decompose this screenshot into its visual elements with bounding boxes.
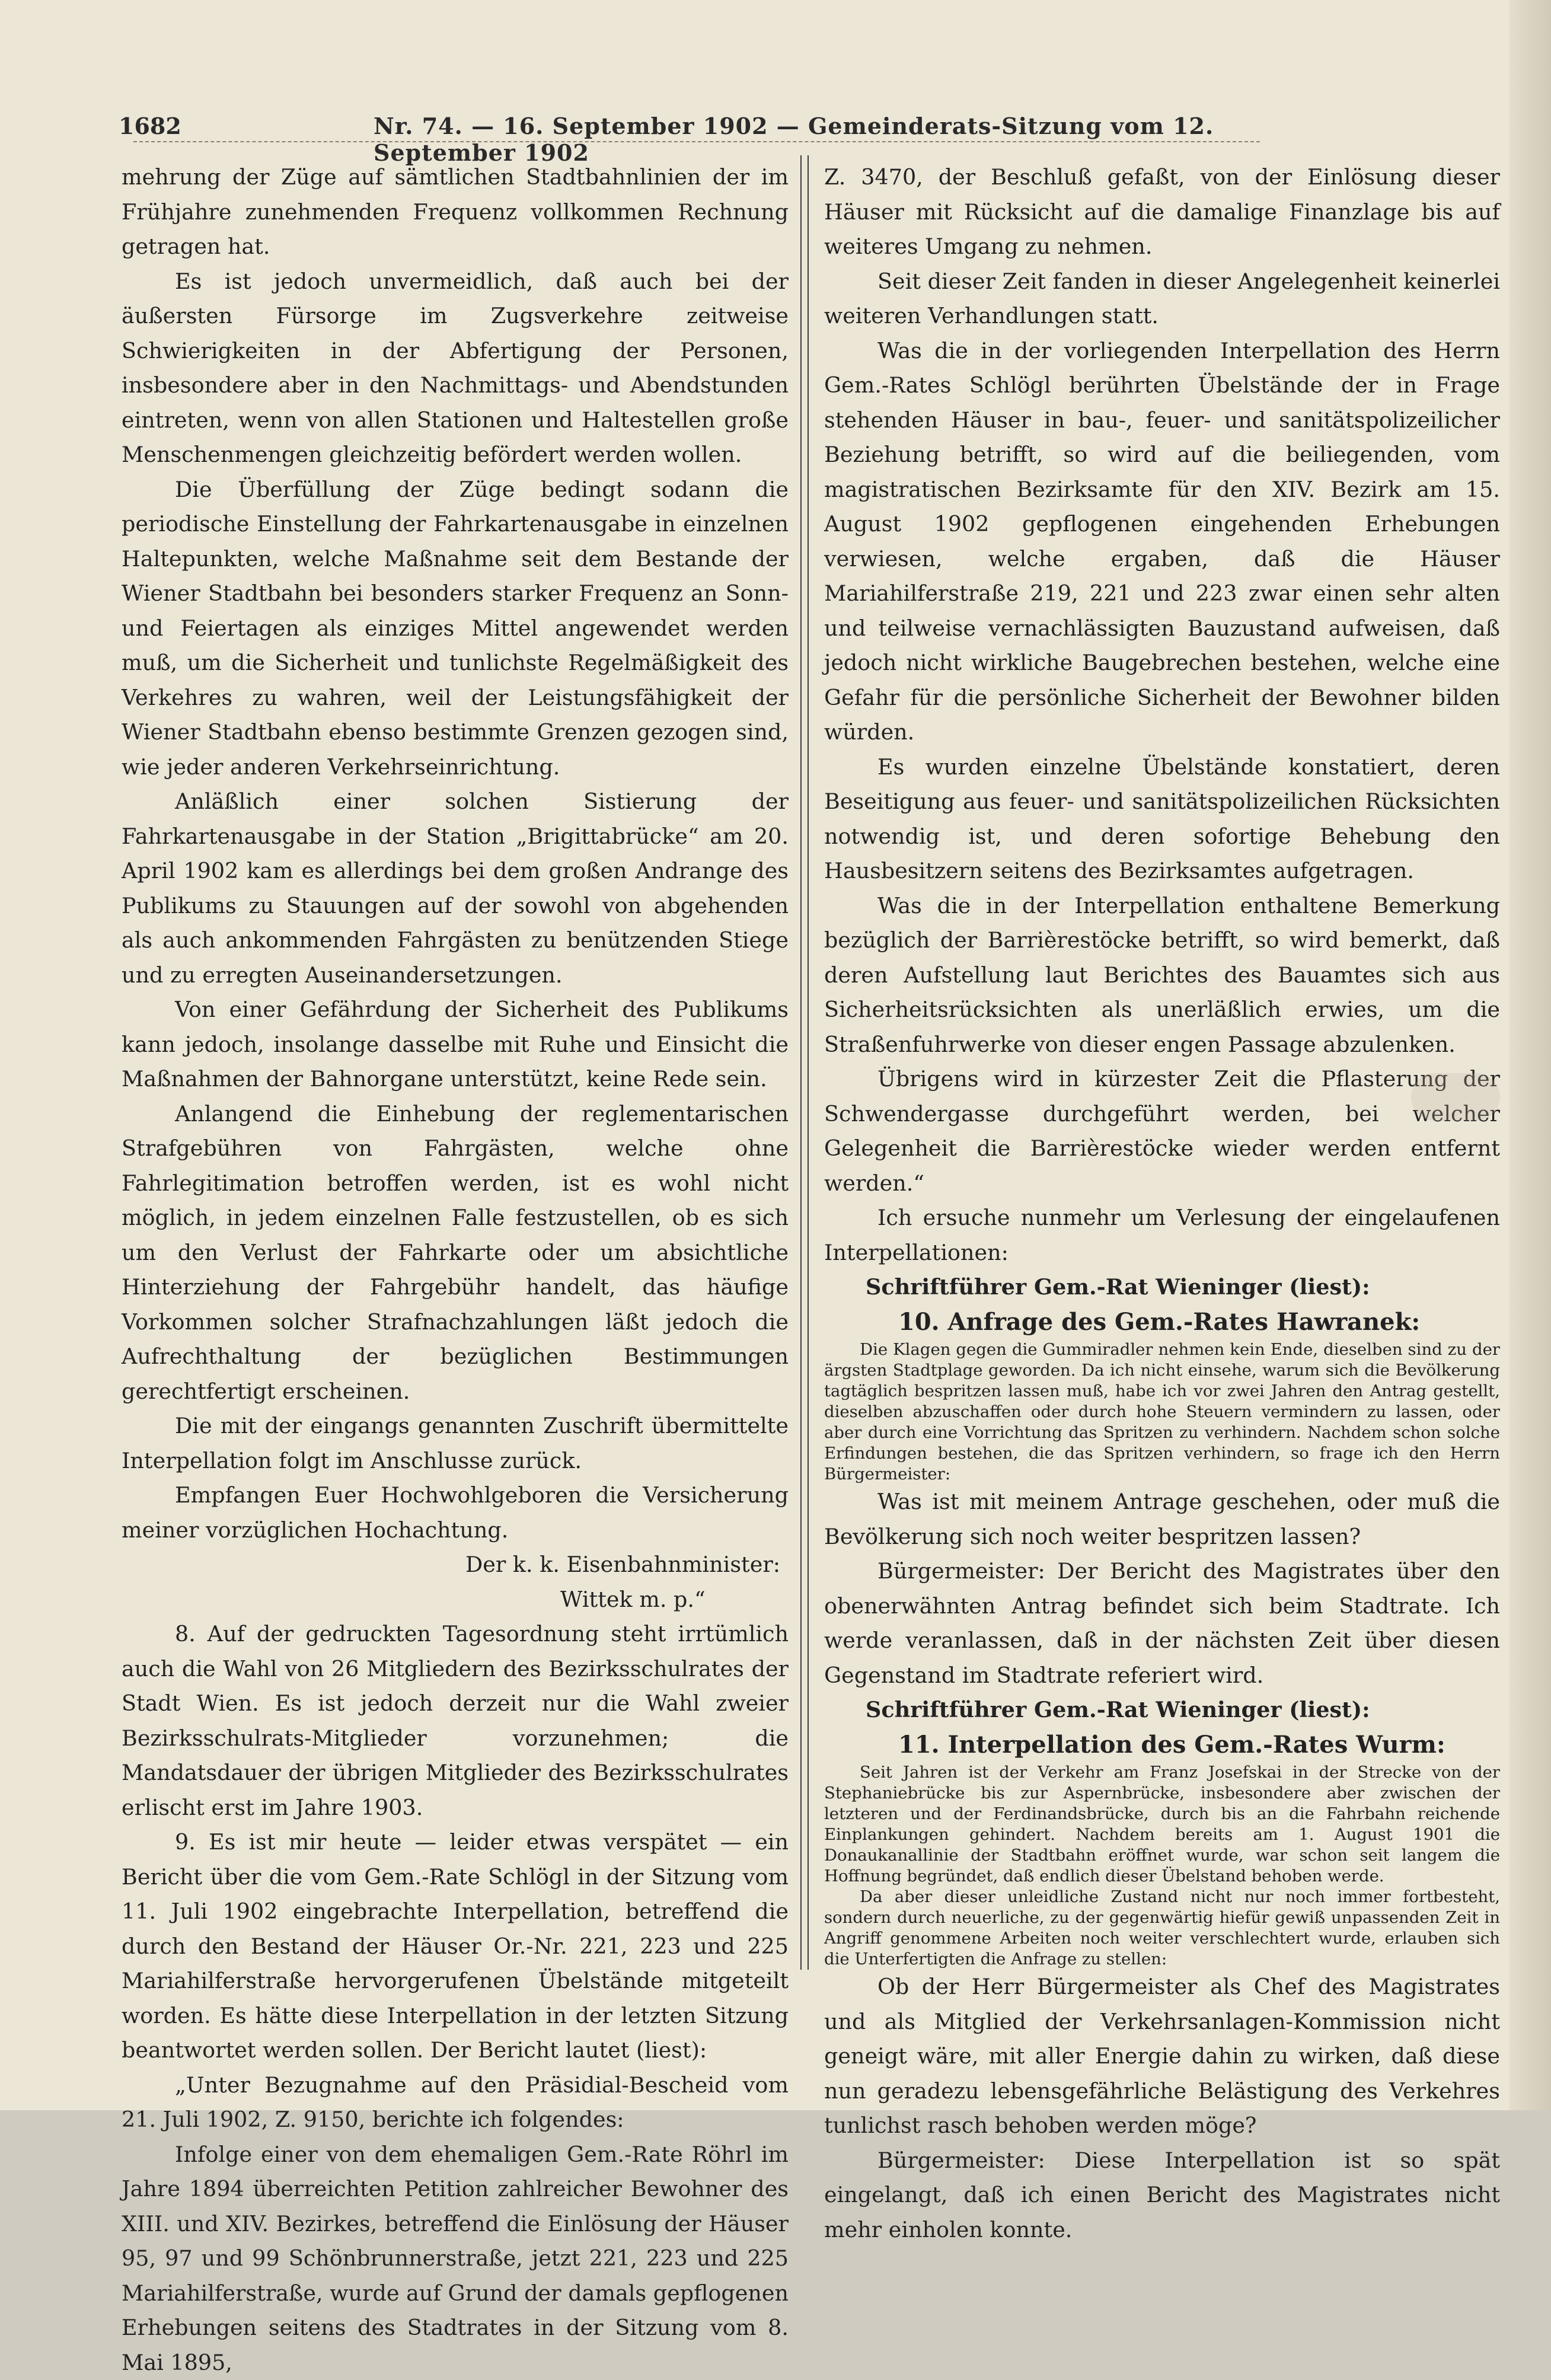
header-rule bbox=[133, 141, 1260, 142]
right-column-paragraph: Was die in der Interpellation enthaltene Bemerkung bezüglich der Barrièrestöcke betrifft, so wird bemerkt, daß deren Aufstellung laut Berichtes des Bauamtes sich aus Sicherheitsrücksichten als unerläßlich erwies, um die Straßenfuhrwerke von dieser engen Passage abzulenken. bbox=[824, 889, 1500, 1063]
right-column-paragraph: 10. Anfrage des Gem.-Rates Hawranek: bbox=[824, 1305, 1500, 1340]
right-column-paragraph: Ob der Herr Bürgermeister als Chef des Magistrates und als Mitglied der Verkehrsanlagen-Kommission nicht geneigt wäre, mit aller Energie dahin zu wirken, daß diese nun geradezu lebensgefährliche Belästigung des Verkehres tunlichst rasch behoben werden möge? bbox=[824, 1970, 1500, 2143]
left-column-paragraph: Die Überfüllung der Züge bedingt sodann die periodische Einstellung der Fahrkartenausgabe in einzelnen Haltepunkten, welche Maßnahme seit dem Bestande der Wiener Stadtbahn bei besonders starker Frequenz an Sonn- und Feiertagen als einziges Mittel angewendet werden muß, um die Sicherheit und tunlichste Regelmäßigkeit des Verkehres zu wahren, weil der Leistungsfähigkeit der Wiener Stadtbahn ebenso bestimmte Grenzen gezogen sind, wie jeder anderen Verkehrseinrichtung. bbox=[122, 473, 789, 785]
right-column-paragraph: Seit Jahren ist der Verkehr am Franz Josefskai in der Strecke von der Stephaniebrücke bis zur Aspernbrücke, insbesondere aber zwischen der letzteren und der Ferdinandsbrücke, durch bis an die Fahrbahn reichende Einplankungen gehindert. Nachdem bereits am 1. August 1901 die Donaukanallinie der Stadtbahn eröffnet wurde, war schon seit langem die Hoffnung begründet, daß endlich dieser Übelstand behoben werde. bbox=[824, 1762, 1500, 1887]
page-number: 1682 bbox=[119, 113, 181, 139]
right-column-paragraph: Schriftführer Gem.-Rat Wieninger (liest): bbox=[824, 1270, 1500, 1305]
left-column-paragraph: „Unter Bezugnahme auf den Präsidial-Bescheid vom 21. Juli 1902, Z. 9150, berichte ich folgendes: bbox=[122, 2068, 789, 2137]
left-column-paragraph: Von einer Gefährdung der Sicherheit des Publikums kann jedoch, insolange dasselbe mit Ruhe und Einsicht die Maßnahmen der Bahnorgane unterstützt, keine Rede sein. bbox=[122, 993, 789, 1097]
right-column-paragraph: Es wurden einzelne Übelstände konstatiert, deren Beseitigung aus feuer- und sanitätspolizeilichen Rücksichten notwendig ist, und deren sofortige Behebung den Hausbesitzern seitens des Bezirksamtes aufgetragen. bbox=[824, 750, 1500, 889]
right-column-paragraph: Bürgermeister: Der Bericht des Magistrates über den obenerwähnten Antrag befindet sich beim Stadtrate. Ich werde veranlassen, daß in der nächsten Zeit über diesen Gegenstand im Stadtrate referiert wird. bbox=[824, 1554, 1500, 1693]
left-column-paragraph: Es ist jedoch unvermeidlich, daß auch bei der äußersten Fürsorge im Zugsverkehre zeitweise Schwierigkeiten in der Abfertigung der Personen, insbesondere aber in den Nachmittags- und Abendstunden eintreten, wenn von allen Stationen und Haltestellen große Menschenmengen gleichzeitig befördert werden wollen. bbox=[122, 264, 789, 473]
right-column-paragraph: Seit dieser Zeit fanden in dieser Angelegenheit keinerlei weiteren Verhandlungen statt. bbox=[824, 264, 1500, 334]
left-column-paragraph: Der k. k. Eisenbahnminister: bbox=[122, 1548, 789, 1583]
left-column-paragraph: Anläßlich einer solchen Sistierung der Fahrkartenausgabe in der Station „Brigittabrücke“ am 20. April 1902 kam es allerdings bei dem großen Andrange des Publikums zu Stauungen auf der sowohl von abgehenden als auch ankommenden Fahrgästen zu benützenden Stiege und zu erregten Auseinandersetzungen. bbox=[122, 784, 789, 993]
left-column-paragraph: mehrung der Züge auf sämtlichen Stadtbahnlinien der im Frühjahre zunehmenden Frequenz vollkommen Rechnung getragen hat. bbox=[122, 160, 789, 264]
left-column-paragraph: Empfangen Euer Hochwohlgeboren die Versicherung meiner vorzüglichen Hochachtung. bbox=[122, 1478, 789, 1548]
page-header bbox=[119, 101, 1263, 142]
right-column-paragraph: Z. 3470, der Beschluß gefaßt, von der Einlösung dieser Häuser mit Rücksicht auf die damalige Finanzlage bis auf weiteres Umgang zu nehmen. bbox=[824, 160, 1500, 264]
margin-ornament bbox=[1411, 1073, 1500, 1121]
left-column bbox=[122, 160, 789, 1986]
right-column-paragraph: Da aber dieser unleidliche Zustand nicht nur noch immer fortbesteht, sondern durch neuerliche, zu der gegenwärtig hiefür gewiß unpassenden Zeit in Angriff genommene Arbeiten noch weiter verschlechtert wurde, erlauben sich die Unterfertigten die Anfrage zu stellen: bbox=[824, 1887, 1500, 1970]
right-column bbox=[824, 160, 1500, 1986]
column-divider bbox=[800, 155, 809, 1970]
left-column-paragraph: Anlangend die Einhebung der reglementarischen Strafgebühren von Fahrgästen, welche ohne Fahrlegitimation betroffen werden, ist es wohl nicht möglich, in jedem einzelnen Falle festzustellen, ob es sich um den Verlust der Fahrkarte oder um absichtliche Hinterziehung der Fahrgebühr handelt, das häufige Vorkommen solcher Strafnachzahlungen läßt jedoch die Aufrechthaltung der bezüglichen Bestimmungen gerechtfertigt erscheinen. bbox=[122, 1097, 789, 1409]
running-title: Nr. 74. — 16. September 1902 — Gemeinderats-Sitzung vom 12. September 1902 bbox=[374, 113, 1263, 166]
right-column-paragraph: Ich ersuche nunmehr um Verlesung der eingelaufenen Interpellationen: bbox=[824, 1201, 1500, 1270]
page-edge bbox=[1509, 0, 1551, 2110]
right-column-paragraph: Die Klagen gegen die Gummiradler nehmen kein Ende, dieselben sind zu der ärgsten Stadtplage geworden. Da ich nicht einsehe, warum sich die Bevölkerung tagtäglich bespritzen lassen muß, habe ich vor zwei Jahren den Antrag gestellt, dieselben abzuschaffen oder durch hohe Steuern vermindern zu lassen, oder aber durch eine Vorrichtung das Spritzen zu verhindern. Nachdem schon solche Erfindungen bestehen, die das Spritzen verhindern, so frage ich den Herrn Bürgermeister: bbox=[824, 1339, 1500, 1485]
right-column-paragraph: 11. Interpellation des Gem.-Rates Wurm: bbox=[824, 1728, 1500, 1763]
right-column-paragraph: Was die in der vorliegenden Interpellation des Herrn Gem.-Rates Schlögl berührten Übelstände der in Frage stehenden Häuser in bau-, feuer- und sanitätspolizeilicher Beziehung betrifft, so wird auf die beiliegenden, vom magistratischen Bezirksamte für den XIV. Bezirk am 15. August 1902 gepflogenen eingehenden Erhebungen verwiesen, welche ergaben, daß die Häuser Mariahilferstraße 219, 221 und 223 zwar einen sehr alten und teilweise vernachlässigten Bauzustand aufweisen, daß jedoch nicht wirkliche Baugebrechen bestehen, welche eine Gefahr für die persönliche Sicherheit der Bewohner bilden würden. bbox=[824, 334, 1500, 750]
right-column-paragraph: Bürgermeister: Diese Interpellation ist so spät eingelangt, daß ich einen Bericht des Magistrates nicht mehr einholen konnte. bbox=[824, 2143, 1500, 2248]
left-column-paragraph: Infolge einer von dem ehemaligen Gem.-Rate Röhrl im Jahre 1894 überreichten Petition zahlreicher Bewohner des XIII. und XIV. Bezirkes, betreffend die Einlösung der Häuser 95, 97 und 99 Schönbrunnerstraße, jetzt 221, 223 und 225 Mariahilferstraße, wurde auf Grund der damals gepflogenen Erhebungen seitens des Stadtrates in der Sitzung vom 8. Mai 1895, bbox=[122, 2137, 789, 2380]
right-column-paragraph: Schriftführer Gem.-Rat Wieninger (liest): bbox=[824, 1693, 1500, 1728]
right-column-paragraph: Was ist mit meinem Antrage geschehen, oder muß die Bevölkerung sich noch weiter bespritzen lassen? bbox=[824, 1485, 1500, 1554]
right-column-paragraph: Übrigens wird in kürzester Zeit die Pflasterung der Schwendergasse durchgeführt werden, bei welcher Gelegenheit die Barrièrestöcke wieder werden entfernt werden.“ bbox=[824, 1062, 1500, 1201]
left-column-paragraph: Wittek m. p.“ bbox=[122, 1583, 789, 1617]
left-column-paragraph: 9. Es ist mir heute — leider etwas verspätet — ein Bericht über die vom Gem.-Rate Schlögl in der Sitzung vom 11. Juli 1902 eingebrachte Interpellation, betreffend die durch den Bestand der Häuser Or.-Nr. 221, 223 und 225 Mariahilferstraße hervorgerufenen Übelstände mitgeteilt worden. Es hätte diese Interpellation in der letzten Sitzung beantwortet werden sollen. Der Bericht lautet (liest): bbox=[122, 1825, 789, 2068]
left-column-paragraph: Die mit der eingangs genannten Zuschrift übermittelte Interpellation folgt im Anschlusse zurück. bbox=[122, 1409, 789, 1478]
left-column-paragraph: 8. Auf der gedruckten Tagesordnung steht irrtümlich auch die Wahl von 26 Mitgliedern des Bezirksschulrates der Stadt Wien. Es ist jedoch derzeit nur die Wahl zweier Bezirksschulrats-Mitglieder vorzunehmen; die Mandatsdauer der übrigen Mitglieder des Bezirksschulrates erlischt erst im Jahre 1903. bbox=[122, 1617, 789, 1825]
